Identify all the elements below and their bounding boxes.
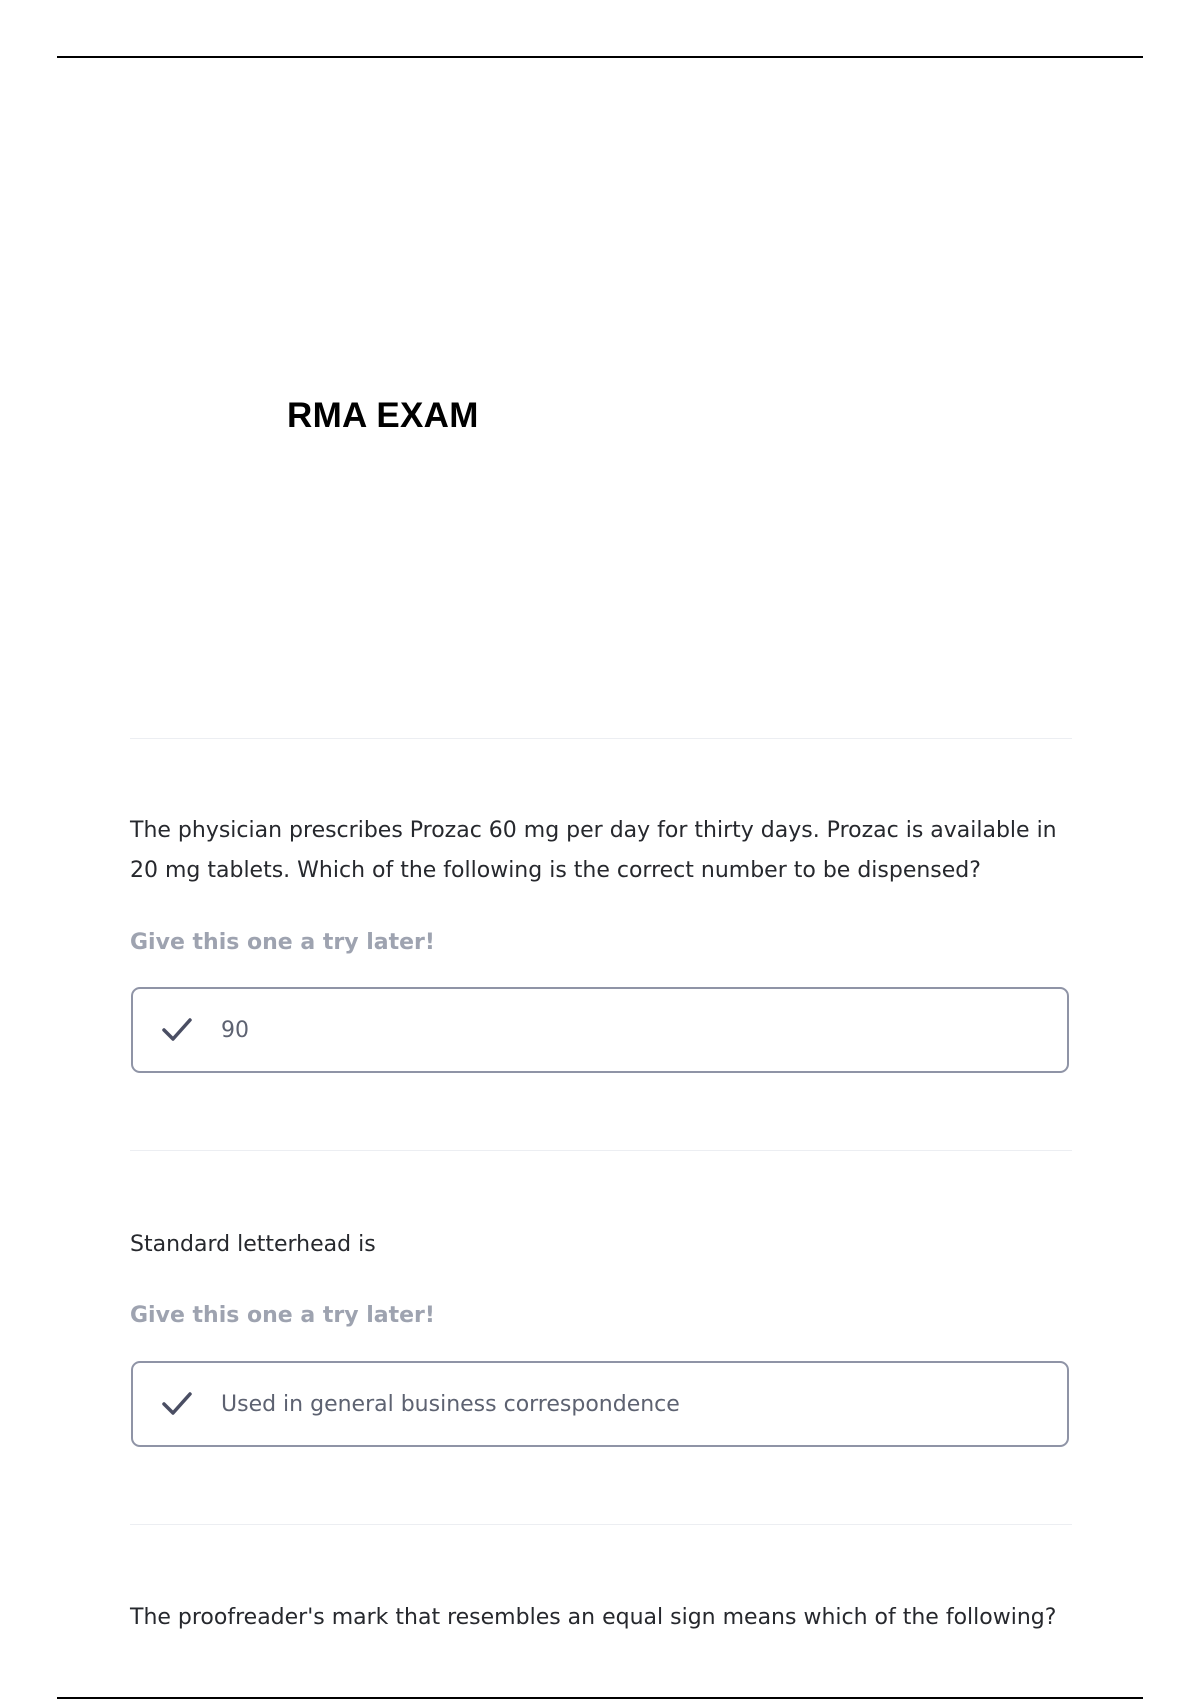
question-prompt: The physician prescribes Prozac 60 mg per day for thirty days. Prozac is available in 20 mg tablets. Which of the following is the correct number to be dispensed? bbox=[130, 818, 1057, 883]
checkmark-icon bbox=[161, 1017, 193, 1043]
question-hint: Give this one a try later! bbox=[130, 930, 435, 955]
question-divider bbox=[130, 1150, 1072, 1151]
answer-option[interactable] bbox=[131, 987, 1069, 1073]
answer-text: Used in general business correspondence bbox=[221, 1391, 680, 1417]
document-title: RMA EXAM bbox=[287, 396, 479, 435]
answer-text: 90 bbox=[221, 1017, 249, 1043]
question-prompt: The proofreader's mark that resembles an equal sign means which of the following? bbox=[130, 1605, 1057, 1630]
question-divider bbox=[130, 1524, 1072, 1525]
question-divider bbox=[130, 738, 1072, 739]
page-top-rule bbox=[57, 56, 1143, 58]
checkmark-icon bbox=[161, 1391, 193, 1417]
question-hint: Give this one a try later! bbox=[130, 1303, 435, 1328]
question-prompt: Standard letterhead is bbox=[130, 1232, 376, 1257]
page-bottom-rule bbox=[57, 1697, 1143, 1699]
answer-option[interactable] bbox=[131, 1361, 1069, 1447]
